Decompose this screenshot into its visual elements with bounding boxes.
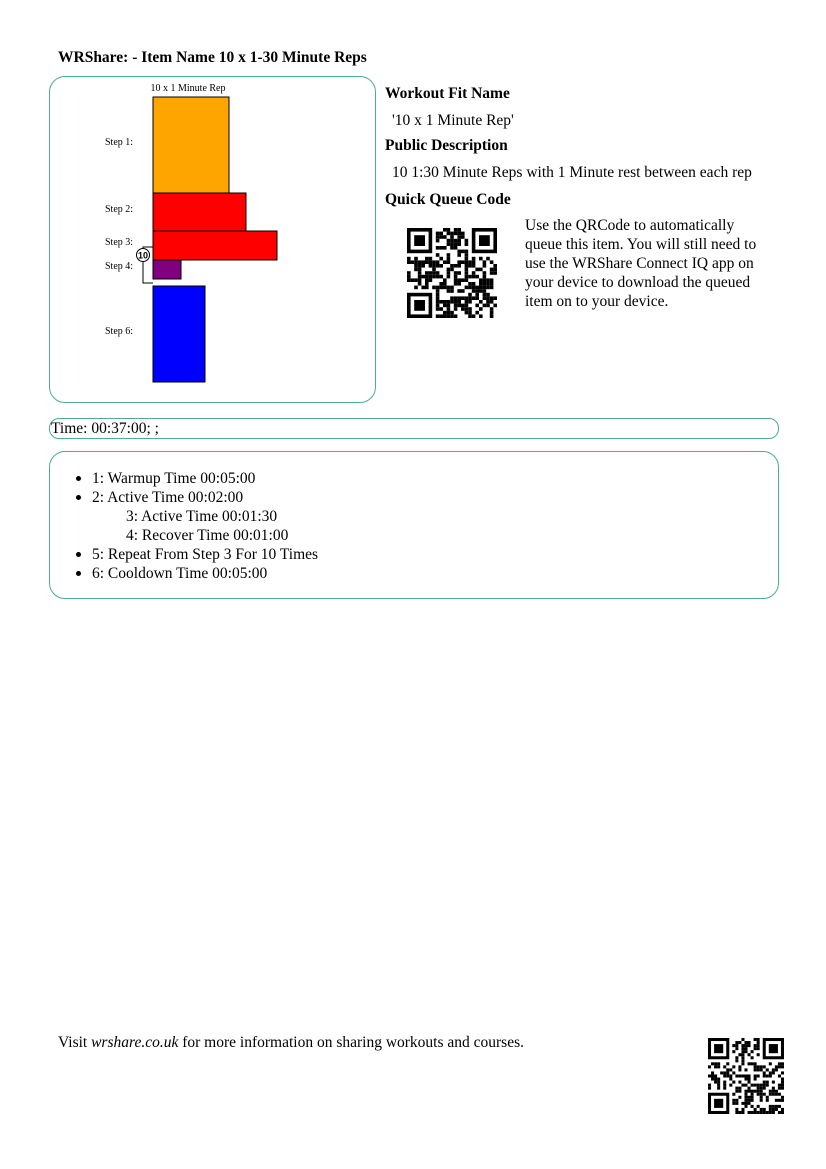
chart-bar-step-3 bbox=[153, 231, 277, 260]
step-list bbox=[72, 469, 318, 583]
page-title: WRShare: - Item Name 10 x 1-30 Minute Reps bbox=[58, 49, 367, 66]
queue-qr-code[interactable] bbox=[407, 228, 497, 318]
list-item: 4: Recover Time 00:01:00 bbox=[126, 527, 289, 544]
footer-link[interactable]: wrshare.co.uk bbox=[91, 1034, 179, 1051]
list-item: 2: Active Time 00:02:00 bbox=[72, 488, 318, 507]
queue-heading: Quick Queue Code bbox=[385, 191, 511, 208]
chart-step-label: Step 2: bbox=[105, 204, 134, 215]
list-item: 6: Cooldown Time 00:05:00 bbox=[72, 564, 318, 583]
chart-bar-step-5 bbox=[153, 286, 205, 382]
workout-chart-panel bbox=[49, 76, 376, 403]
list-item: 5: Repeat From Step 3 For 10 Times bbox=[72, 545, 318, 564]
chart-bar-step-2 bbox=[153, 193, 246, 231]
chart-bar-step-4 bbox=[153, 260, 181, 279]
footer-text: Visit wrshare.co.uk for more information on sharing workouts and courses. bbox=[58, 1034, 525, 1051]
workout-info bbox=[385, 84, 765, 324]
bullet-icon bbox=[76, 552, 81, 557]
chart-title: 10 x 1 Minute Rep bbox=[150, 83, 226, 94]
chart-bar-step-1 bbox=[153, 97, 229, 193]
description-value: 10 1:30 Minute Reps with 1 Minute rest between each rep bbox=[392, 164, 752, 181]
chart-step-label: Step 1: bbox=[105, 137, 134, 148]
steps-panel bbox=[49, 451, 779, 599]
queue-instructions: Use the QRCode to automatically queue this item. You will still need to use the WRShare Connect IQ app on your device to download the queued item on to your device. bbox=[525, 217, 757, 310]
chart-step-label: Step 6: bbox=[105, 326, 134, 337]
site-qr-code[interactable] bbox=[708, 1038, 784, 1114]
list-item: 1: Warmup Time 00:05:00 bbox=[72, 469, 318, 488]
bullet-icon bbox=[76, 495, 81, 500]
fit-name-heading: Workout Fit Name bbox=[385, 85, 510, 102]
total-time-bar: Time: 00:37:00; ; bbox=[49, 418, 779, 439]
workout-chart bbox=[50, 77, 377, 404]
repeat-count: 10 bbox=[137, 250, 149, 261]
bullet-icon bbox=[76, 571, 81, 576]
bullet-icon bbox=[76, 476, 81, 481]
list-item: 3: Active Time 00:01:30 bbox=[126, 508, 278, 525]
chart-step-label: Step 4: bbox=[105, 261, 134, 272]
description-heading: Public Description bbox=[385, 137, 508, 154]
chart-step-label: Step 3: bbox=[105, 237, 134, 248]
fit-name-value: '10 x 1 Minute Rep' bbox=[392, 112, 514, 129]
